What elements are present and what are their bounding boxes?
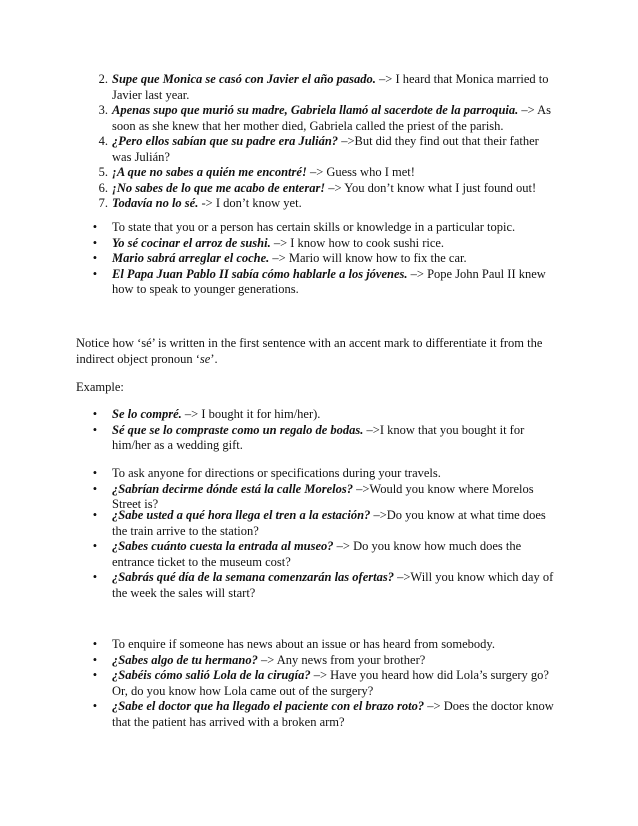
- spanish-phrase: Supe que Monica se casó con Javier el año pasado.: [112, 72, 376, 86]
- spanish-phrase: ¿Sabrás qué día de la semana comenzarán las ofertas?: [112, 570, 394, 584]
- spanish-phrase: El Papa Juan Pablo II sabía cómo hablarle a los jóvenes.: [112, 266, 408, 281]
- english-translation: –> Do you know how much does the entrance ticket to the museum cost?: [112, 539, 522, 569]
- english-translation: –>Will you know which day of the week the sales will start?: [112, 570, 554, 600]
- spanish-phrase: ¿Pero ellos sabían que su padre era Julián?: [112, 134, 339, 148]
- english-translation: –>Would you know where Morelos Street is?: [112, 481, 534, 511]
- english-translation: –> As soon as she knew that her mother died, Gabriela called the priest of the parish.: [112, 103, 552, 133]
- list-item: [98, 165, 560, 181]
- english-translation: To state that you or a person has certain skills or knowledge in a particular topic.: [112, 220, 516, 234]
- bullet-icon: •: [92, 422, 98, 437]
- spanish-phrase: ¡No sabes de lo que me acabo de enterar!: [112, 180, 326, 195]
- list-item: [98, 72, 560, 103]
- list-item: [92, 668, 560, 699]
- spanish-phrase: Yo sé cocinar el arroz de sushi.: [112, 235, 271, 250]
- english-translation: –> I know how to cook sushi rice.: [270, 235, 445, 250]
- bullet-icon: •: [92, 220, 98, 234]
- list-item: [98, 196, 560, 212]
- spanish-phrase: ¿Sabe el doctor que ha llegado el paciente con el brazo roto?: [112, 699, 425, 713]
- list-item: [92, 220, 560, 236]
- english-translation: -> I don’t know yet.: [198, 196, 302, 210]
- spanish-phrase: ¿Sabrían decirme dónde está la calle Morelos?: [112, 481, 353, 496]
- list-item: [98, 103, 560, 134]
- english-translation: –> Guess who I met!: [306, 165, 415, 179]
- list-item: [92, 235, 560, 252]
- spanish-phrase: ¿Sabéis cómo salió Lola de la cirugía?: [112, 668, 311, 682]
- spanish-phrase: Apenas supo que murió su madre, Gabriela llamó al sacerdote de la parroquia.: [112, 103, 519, 117]
- list-number: 7.: [98, 196, 108, 210]
- notice-pronoun: se: [199, 351, 211, 366]
- english-translation: –> You don’t know what I just found out!: [325, 180, 537, 195]
- english-translation: –> Have you heard how did Lola’s surgery go? Or, do you know how Lola came out of the surgery?: [112, 668, 549, 698]
- example-label: Example:: [76, 380, 124, 394]
- bullet-icon: •: [92, 266, 98, 281]
- english-translation: To ask anyone for directions or specifications during your travels.: [112, 466, 441, 480]
- list-item: [92, 266, 560, 298]
- list-item: [92, 251, 560, 267]
- notice-text: Notice how ‘sé’ is written in the first sentence with an accent mark to differentiate it from the indirect object pronoun ‘: [76, 336, 543, 366]
- bullet-icon: •: [92, 668, 98, 682]
- bullet-icon: •: [92, 251, 98, 265]
- bullet-icon: •: [92, 235, 98, 250]
- bullet-icon: •: [92, 652, 98, 667]
- english-translation: –>I know that you bought it for him/her as a wedding gift.: [112, 422, 525, 452]
- english-translation: –> Pope John Paul II knew how to speak to younger generations.: [112, 266, 546, 296]
- notice-paragraph: [76, 336, 566, 367]
- spanish-phrase: Todavía no lo sé.: [112, 196, 199, 210]
- spanish-phrase: Se lo compré.: [112, 407, 182, 421]
- bullet-icon: •: [92, 637, 98, 651]
- list-item: [92, 407, 560, 423]
- english-translation: –> I bought it for him/her).: [181, 407, 321, 421]
- english-translation: –> I heard that Monica married to Javier last year.: [112, 72, 549, 102]
- list-item: [92, 466, 560, 482]
- bullet-icon: •: [92, 570, 98, 584]
- spanish-phrase: ¿Sabes cuánto cuesta la entrada al museo?: [112, 539, 334, 553]
- bullet-icon: •: [92, 407, 98, 421]
- list-item: [92, 570, 560, 601]
- bullet-icon: •: [92, 539, 98, 553]
- english-translation: –> Any news from your brother?: [257, 652, 426, 667]
- english-translation: –> Mario will know how to fix the car.: [269, 251, 467, 265]
- list-item: [92, 699, 560, 730]
- spanish-phrase: Sé que se lo compraste como un regalo de bodas.: [112, 422, 364, 437]
- list-number: 4.: [98, 134, 108, 148]
- english-translation: To enquire if someone has news about an issue or has heard from somebody.: [112, 637, 495, 651]
- spanish-phrase: ¡A que no sabes a quién me encontré!: [112, 165, 307, 179]
- list-item: [92, 508, 560, 539]
- english-translation: –> Does the doctor know that the patient has arrived with a broken arm?: [112, 699, 554, 729]
- list-item: [92, 652, 560, 669]
- english-translation: –>Do you know at what time does the train arrive to the station?: [112, 508, 546, 538]
- bullet-icon: •: [92, 699, 98, 713]
- bullet-icon: •: [92, 481, 98, 496]
- spanish-phrase: ¿Sabes algo de tu hermano?: [112, 652, 258, 667]
- spanish-phrase: Mario sabrá arreglar el coche.: [112, 251, 270, 265]
- list-number: 6.: [98, 180, 108, 195]
- list-number: 2.: [98, 72, 108, 86]
- spanish-phrase: ¿Sabe usted a qué hora llega el tren a la estación?: [112, 508, 371, 522]
- english-translation: –>But did they find out that their father was Julián?: [112, 134, 539, 164]
- bullet-icon: •: [92, 466, 98, 480]
- notice-end: ’.: [210, 351, 218, 366]
- bullet-icon: •: [92, 508, 98, 522]
- list-item: [98, 180, 560, 197]
- list-item: [92, 539, 560, 570]
- list-number: 3.: [98, 103, 108, 117]
- list-item: [98, 134, 560, 165]
- list-item: [92, 637, 560, 653]
- list-item: [92, 422, 560, 454]
- list-number: 5.: [98, 165, 108, 179]
